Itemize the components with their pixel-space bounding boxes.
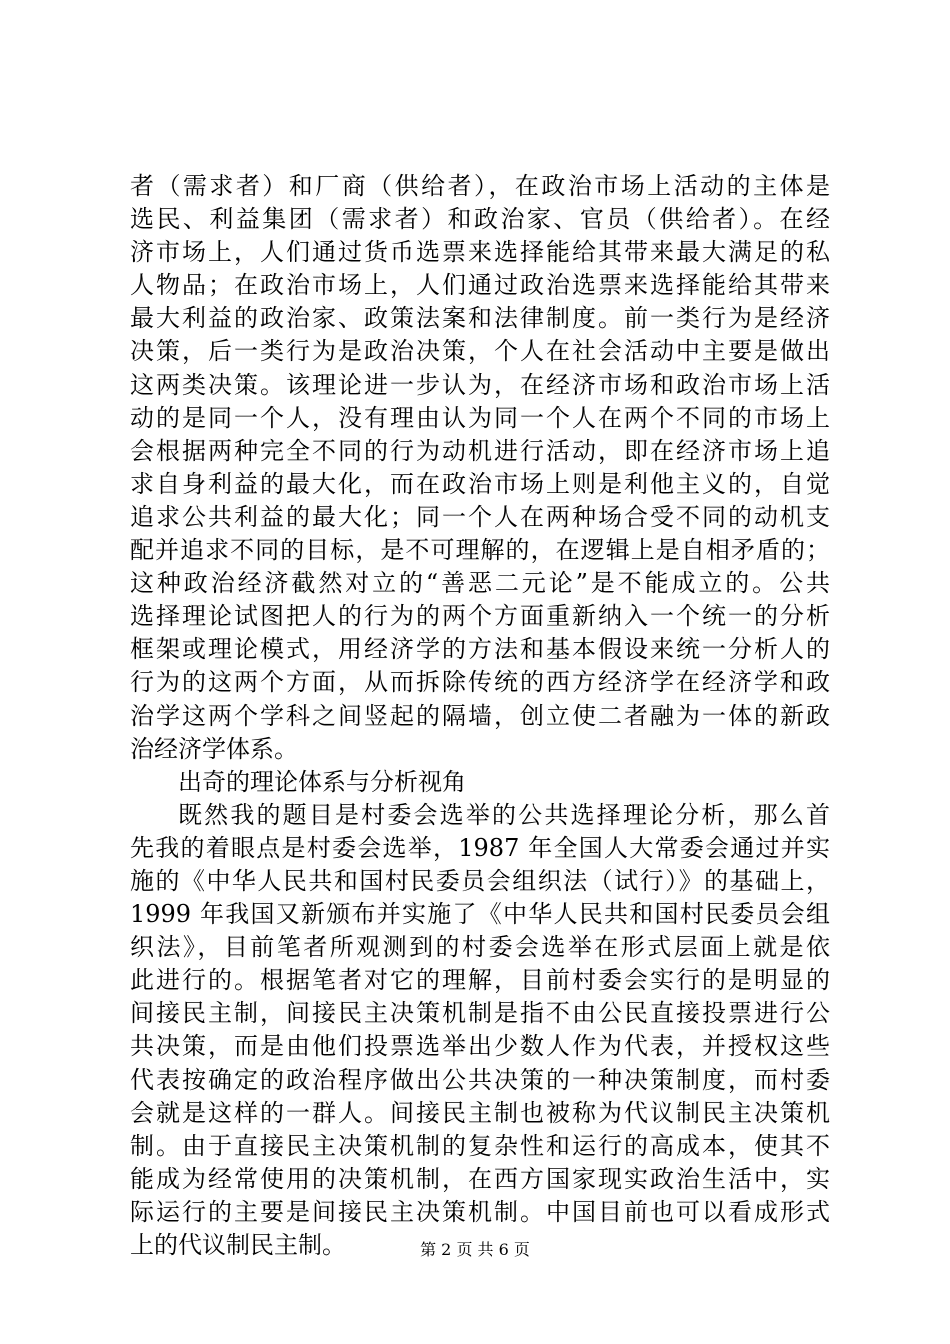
text-line: 这种政治经济截然对立的“善恶二元论”是不能成立的。公共	[130, 569, 830, 598]
text-line: 会根据两种完全不同的行为动机进行活动，即在经济市场上追	[130, 436, 830, 465]
text-line: 选择理论试图把人的行为的两个方面重新纳入一个统一的分析	[130, 602, 830, 631]
text-line: 最大利益的政治家、政策法案和法律制度。前一类行为是经济	[130, 304, 830, 333]
text-line: 决策，后一类行为是政治决策，个人在社会活动中主要是做出	[130, 337, 830, 366]
text-line: 共决策，而是由他们投票选举出少数人作为代表，并授权这些	[130, 1032, 830, 1061]
text-line: 选民、利益集团（需求者）和政治家、官员（供给者）。在经	[130, 205, 830, 234]
text-line: 既然我的题目是村委会选举的公共选择理论分析，那么首	[178, 800, 830, 829]
body-text	[130, 170, 830, 1262]
text-line: 际运行的主要是间接民主决策机制。中国目前也可以看成形式	[130, 1197, 830, 1226]
text-line: 这两类决策。该理论进一步认为，在经济市场和政治市场上活	[130, 370, 830, 399]
text-line: 框架或理论模式，用经济学的方法和基本假设来统一分析人的	[130, 635, 830, 664]
text-line: 制。由于直接民主决策机制的复杂性和运行的高成本，使其不	[130, 1131, 830, 1160]
section-heading: 出奇的理论体系与分析视角	[178, 767, 466, 796]
text-line: 治经济学体系。	[130, 734, 298, 763]
text-line: 济市场上，人们通过货币选票来选择能给其带来最大满足的私	[130, 238, 830, 267]
text-line: 治学这两个学科之间竖起的隔墙，创立使二者融为一体的新政	[130, 701, 830, 730]
text-line: 行为的这两个方面，从而拆除传统的西方经济学在经济学和政	[130, 668, 830, 697]
text-line: 间接民主制，间接民主决策机制是指不由公民直接投票进行公	[130, 999, 830, 1028]
text-line: 人物品；在政治市场上，人们通过政治选票来选择能给其带来	[130, 271, 830, 300]
text-line: 能成为经常使用的决策机制，在西方国家现实政治生活中，实	[130, 1164, 830, 1193]
text-line: 上的代议制民主制。	[130, 1231, 346, 1259]
text-line: 者（需求者）和厂商（供给者），在政治市场上活动的主体是	[130, 172, 830, 200]
text-line: 动的是同一个人，没有理由认为同一个人在两个不同的市场上	[130, 403, 830, 432]
text-line: 代表按确定的政治程序做出公共决策的一种决策制度，而村委	[130, 1065, 830, 1094]
text-line: 织法》，目前笔者所观测到的村委会选举在形式层面上就是依	[130, 933, 830, 962]
text-line: 追求公共利益的最大化；同一个人在两种场合受不同的动机支	[130, 502, 830, 531]
text-line: 会就是这样的一群人。间接民主制也被称为代议制民主决策机	[130, 1098, 830, 1127]
text-line: 施的《中华人民共和国村民委员会组织法（试行）》的基础上，	[130, 866, 830, 895]
text-line: 此进行的。根据笔者对它的理解，目前村委会实行的是明显的	[130, 966, 830, 995]
page-footer: 第 2 页 共 6 页	[420, 1240, 530, 1259]
text-line: 求自身利益的最大化，而在政治市场上则是利他主义的，自觉	[130, 469, 830, 498]
text-line: 配并追求不同的目标，是不可理解的，在逻辑上是自相矛盾的；	[130, 536, 830, 565]
text-line: 先我的着眼点是村委会选举，1987 年全国人大常委会通过并实	[130, 833, 830, 862]
text-line: 1999 年我国又新颁布并实施了《中华人民共和国村民委员会组	[130, 900, 830, 929]
